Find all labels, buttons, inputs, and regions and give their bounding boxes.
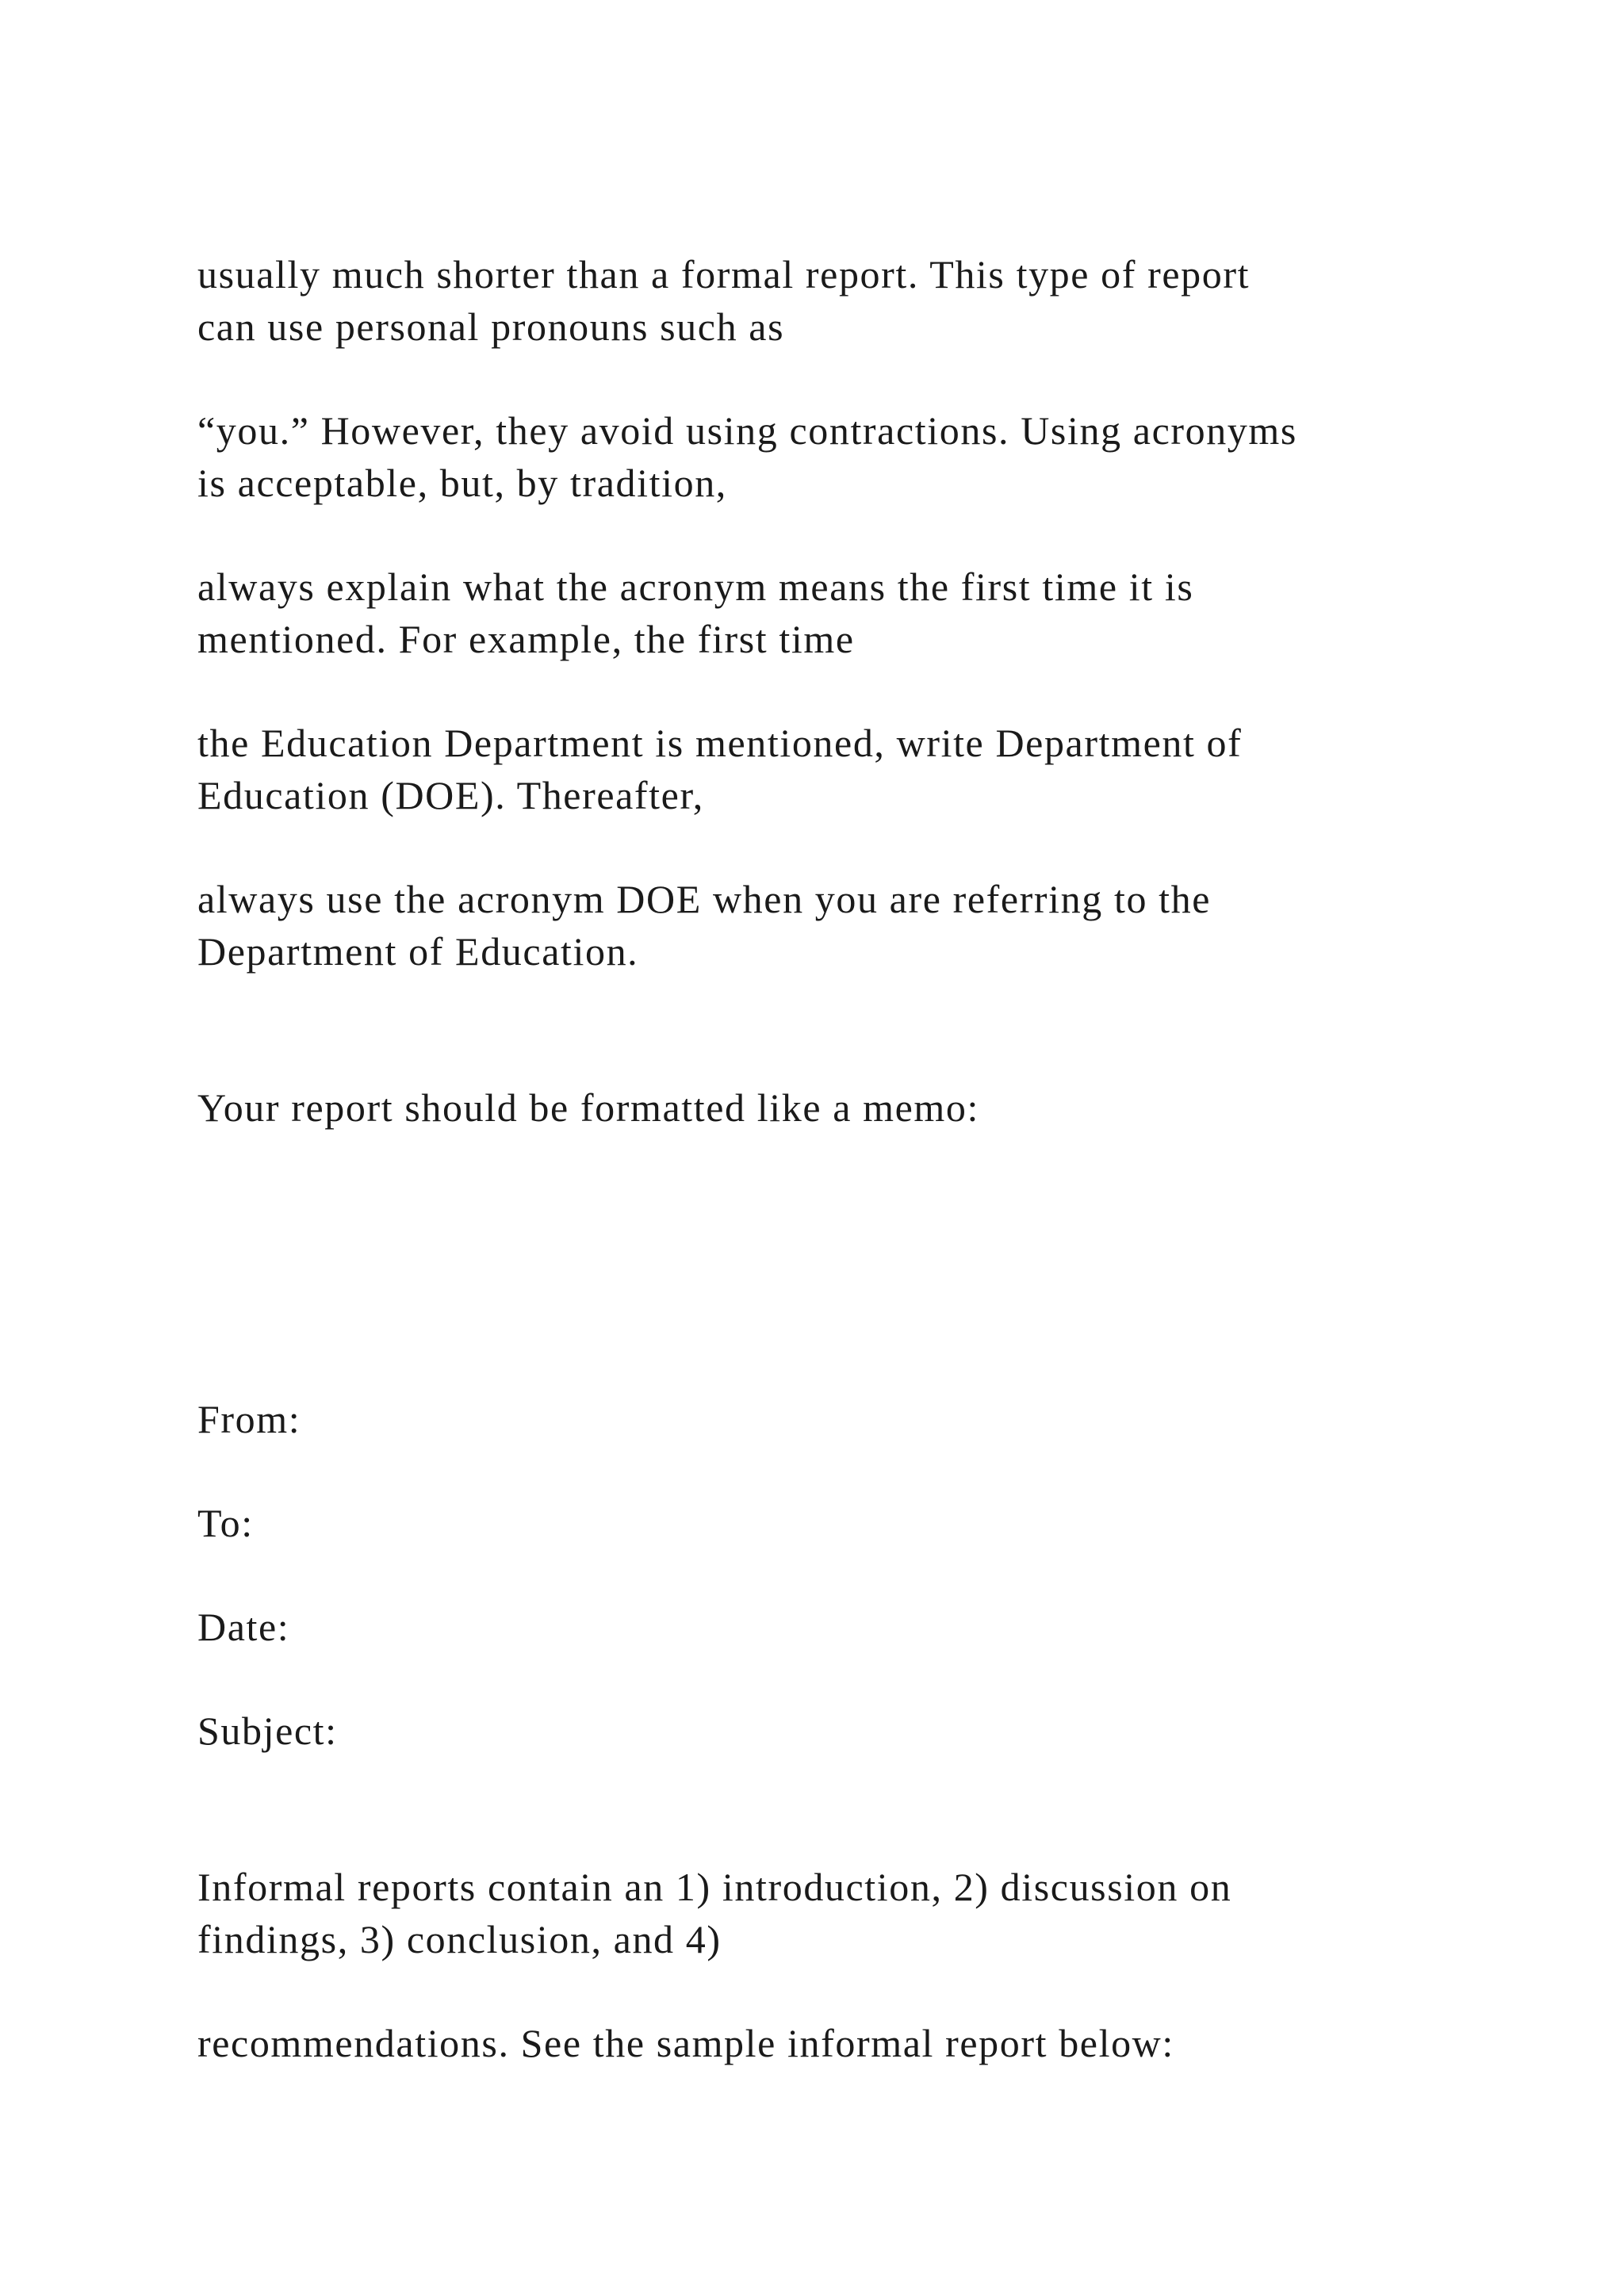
paragraph-line: recommendations. See the sample informal report below: [197, 2021, 1174, 2065]
paragraph-line: always use the acronym DOE when you are referring to the [197, 877, 1212, 921]
memo-from-label: From: [197, 1397, 301, 1441]
paragraph-line: always explain what the acronym means the first time it is [197, 564, 1194, 609]
paragraph-line: mentioned. For example, the first time [197, 617, 855, 661]
memo-to-label: To: [197, 1501, 254, 1545]
paragraph-line: usually much shorter than a formal report. This type of report [197, 252, 1251, 297]
memo-subject-label: Subject: [197, 1709, 338, 1753]
paragraph-line: the Education Department is mentioned, write Department of [197, 721, 1243, 765]
paragraph-line: Education (DOE). Thereafter, [197, 773, 704, 817]
paragraph-line: “you.” However, they avoid using contractions. Using acronyms [197, 408, 1297, 453]
paragraph-line: Department of Education. [197, 929, 639, 974]
paragraph-line: is acceptable, but, by tradition, [197, 461, 727, 505]
paragraph-line: Your report should be formatted like a memo: [197, 1085, 979, 1130]
paragraph-line: findings, 3) conclusion, and 4) [197, 1917, 722, 1961]
memo-date-label: Date: [197, 1605, 290, 1649]
paragraph-line: can use personal pronouns such as [197, 304, 785, 349]
paragraph-line: Informal reports contain an 1) introduction, 2) discussion on [197, 1865, 1232, 1909]
